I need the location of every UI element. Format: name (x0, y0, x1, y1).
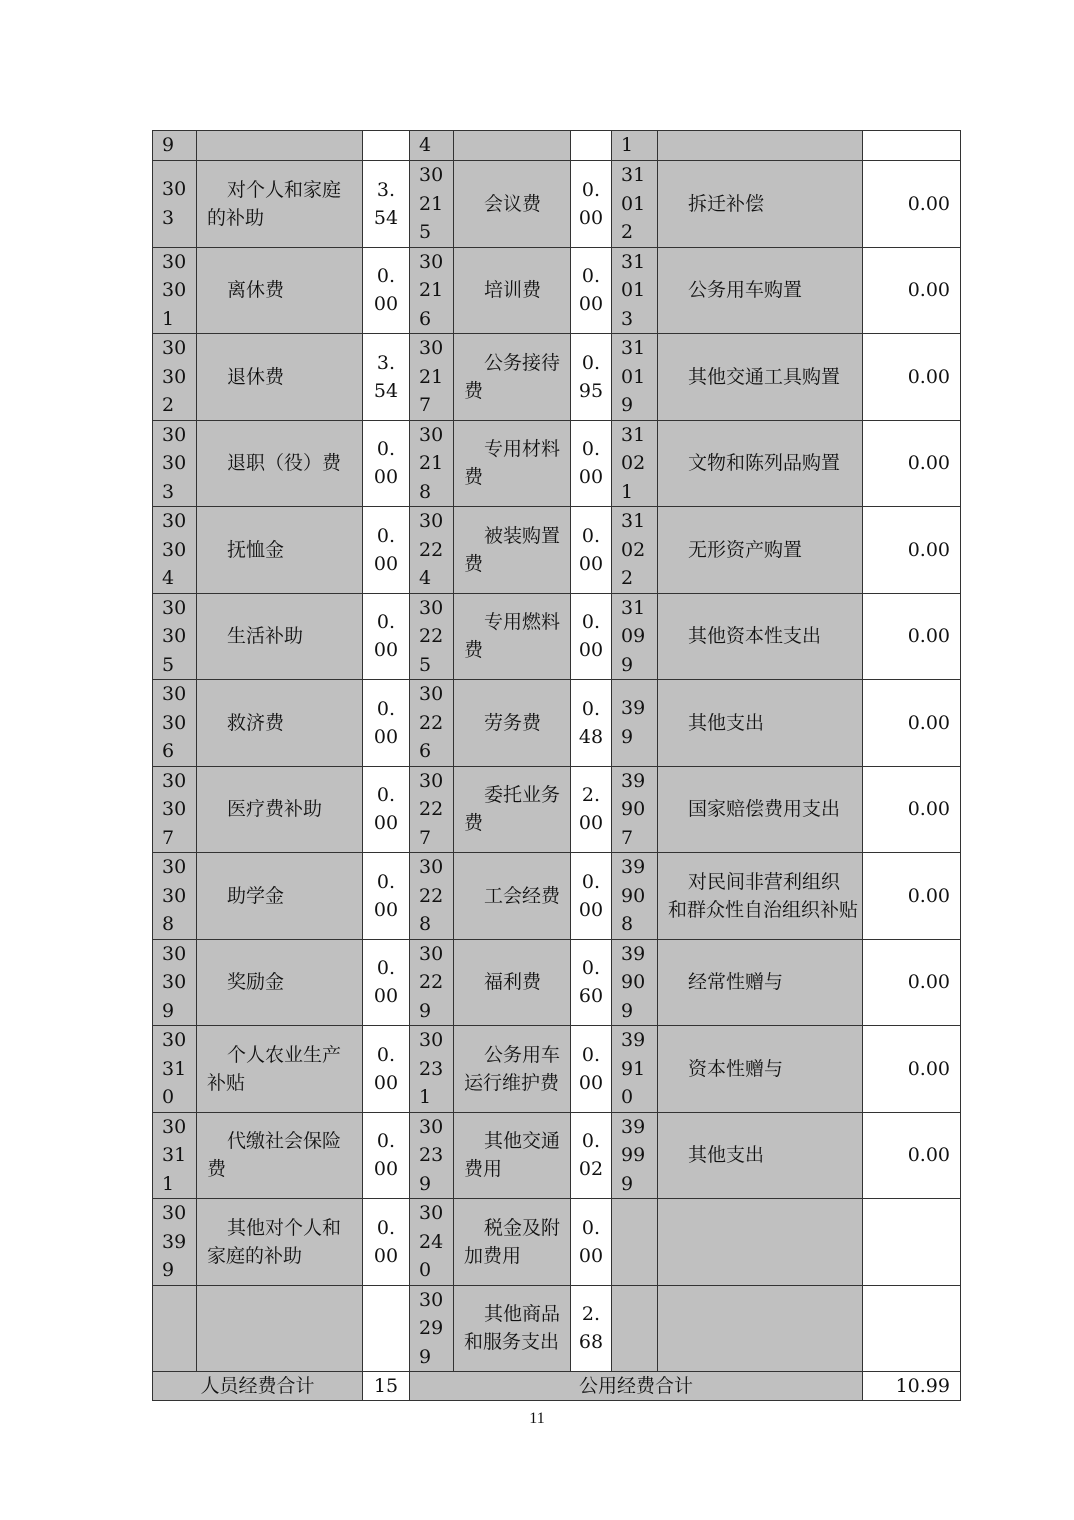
code-cell: 31 02 2 (612, 507, 658, 594)
value-cell: 0.00 (863, 334, 961, 421)
value-cell: 0. 00 (363, 420, 410, 507)
value-cell: 0. 00 (363, 1199, 410, 1286)
value-cell: 0.00 (863, 680, 961, 767)
value-cell: 0.00 (863, 420, 961, 507)
code-cell: 30 22 8 (410, 853, 454, 940)
value-cell (363, 131, 410, 161)
name-cell: 文物和陈列品购置 (658, 420, 863, 507)
name-cell: 其他交通费用 (454, 1112, 571, 1199)
table-row (153, 1112, 961, 1199)
value-cell: 0. 00 (571, 853, 612, 940)
name-cell: 委托业务费 (454, 766, 571, 853)
value-cell: 2. 68 (571, 1285, 612, 1372)
name-cell (454, 131, 571, 161)
value-cell: 0. 48 (571, 680, 612, 767)
table-row-continued (153, 131, 961, 161)
value-cell: 2. 00 (571, 766, 612, 853)
value-cell: 0.00 (863, 161, 961, 248)
name-cell: 拆迁补偿 (658, 161, 863, 248)
name-cell: 助学金 (197, 853, 363, 940)
value-cell: 0.00 (863, 507, 961, 594)
name-cell: 退休费 (197, 334, 363, 421)
name-cell: 经常性赠与 (658, 939, 863, 1026)
table-row (153, 1026, 961, 1113)
code-cell: 31 09 9 (612, 593, 658, 680)
code-cell (612, 1285, 658, 1372)
name-cell: 专用燃料费 (454, 593, 571, 680)
name-cell (658, 1285, 863, 1372)
value-cell: 0. 00 (363, 680, 410, 767)
code-cell: 30 21 8 (410, 420, 454, 507)
value-cell: 0. 00 (571, 507, 612, 594)
name-cell (197, 131, 363, 161)
code-cell: 30 3 (153, 161, 197, 248)
value-cell: 0. 00 (363, 1112, 410, 1199)
value-cell (863, 1199, 961, 1286)
code-cell: 30 30 5 (153, 593, 197, 680)
code-cell: 39 90 7 (612, 766, 658, 853)
name-cell: 劳务费 (454, 680, 571, 767)
value-cell (863, 131, 961, 161)
code-cell: 39 9 (612, 680, 658, 767)
name-cell: 国家赔偿费用支出 (658, 766, 863, 853)
code-cell: 39 91 0 (612, 1026, 658, 1113)
totals-row (153, 1372, 961, 1401)
value-cell: 0. 00 (571, 1199, 612, 1286)
code-cell: 30 30 1 (153, 247, 197, 334)
value-cell: 3. 54 (363, 161, 410, 248)
code-cell: 30 21 5 (410, 161, 454, 248)
value-cell: 0. 00 (571, 420, 612, 507)
name-cell: 退职（役）费 (197, 420, 363, 507)
value-cell: 0.00 (863, 1112, 961, 1199)
name-cell: 其他资本性支出 (658, 593, 863, 680)
table-row (153, 247, 961, 334)
code-cell: 30 23 9 (410, 1112, 454, 1199)
name-cell: 资本性赠与 (658, 1026, 863, 1113)
public-total-value: 10.99 (863, 1372, 961, 1401)
code-cell: 30 24 0 (410, 1199, 454, 1286)
name-cell: 其他支出 (658, 1112, 863, 1199)
name-cell: 其他支出 (658, 680, 863, 767)
expenditure-table (152, 130, 961, 1401)
name-cell (658, 131, 863, 161)
name-cell: 培训费 (454, 247, 571, 334)
value-cell: 0.00 (863, 853, 961, 940)
value-cell: 0. 00 (363, 1026, 410, 1113)
table-row (153, 334, 961, 421)
code-cell: 39 90 9 (612, 939, 658, 1026)
name-cell: 其他商品和服务支出 (454, 1285, 571, 1372)
code-cell: 30 22 5 (410, 593, 454, 680)
name-cell: 税金及附加费用 (454, 1199, 571, 1286)
code-cell: 30 30 9 (153, 939, 197, 1026)
value-cell: 0. 00 (571, 593, 612, 680)
code-cell (612, 1199, 658, 1286)
name-cell (658, 1199, 863, 1286)
code-cell: 30 22 7 (410, 766, 454, 853)
value-cell (571, 131, 612, 161)
code-cell: 30 39 9 (153, 1199, 197, 1286)
value-cell: 0.00 (863, 1026, 961, 1113)
code-cell: 30 23 1 (410, 1026, 454, 1113)
name-cell: 奖励金 (197, 939, 363, 1026)
value-cell: 0. 00 (571, 1026, 612, 1113)
name-cell: 代缴社会保险费 (197, 1112, 363, 1199)
name-cell: 公务接待费 (454, 334, 571, 421)
value-cell (363, 1285, 410, 1372)
name-cell: 会议费 (454, 161, 571, 248)
code-cell: 1 (612, 131, 658, 161)
value-cell: 3. 54 (363, 334, 410, 421)
table-row (153, 1199, 961, 1286)
table-row (153, 680, 961, 767)
value-cell: 0.00 (863, 247, 961, 334)
name-cell: 公务用车运行维护费 (454, 1026, 571, 1113)
table-row (153, 853, 961, 940)
value-cell: 0. 00 (571, 247, 612, 334)
code-cell: 30 31 1 (153, 1112, 197, 1199)
value-cell (863, 1285, 961, 1372)
code-cell: 30 22 4 (410, 507, 454, 594)
code-cell: 30 31 0 (153, 1026, 197, 1113)
table-row (153, 507, 961, 594)
personnel-total-label: 人员经费合计 (153, 1372, 363, 1401)
table-row (153, 939, 961, 1026)
name-cell: 其他交通工具购置 (658, 334, 863, 421)
name-cell: 被装购置费 (454, 507, 571, 594)
name-cell: 专用材料费 (454, 420, 571, 507)
code-cell: 31 01 9 (612, 334, 658, 421)
table-row (153, 766, 961, 853)
code-cell: 30 30 6 (153, 680, 197, 767)
value-cell: 0. 00 (363, 853, 410, 940)
code-cell: 30 30 3 (153, 420, 197, 507)
value-cell: 0. 00 (363, 766, 410, 853)
value-cell: 0. 00 (571, 161, 612, 248)
name-cell: 医疗费补助 (197, 766, 363, 853)
name-cell: 其他对个人和家庭的补助 (197, 1199, 363, 1286)
name-cell: 离休费 (197, 247, 363, 334)
code-cell: 31 01 3 (612, 247, 658, 334)
code-cell: 30 21 7 (410, 334, 454, 421)
code-cell: 30 21 6 (410, 247, 454, 334)
value-cell: 0. 00 (363, 247, 410, 334)
name-cell: 救济费 (197, 680, 363, 767)
name-cell: 对民间非营利组织和群众性自治组织补贴 (658, 853, 863, 940)
code-cell (153, 1285, 197, 1372)
table-row (153, 593, 961, 680)
code-cell: 31 02 1 (612, 420, 658, 507)
value-cell: 0.00 (863, 593, 961, 680)
code-cell: 30 30 2 (153, 334, 197, 421)
code-cell: 31 01 2 (612, 161, 658, 248)
code-cell: 30 30 4 (153, 507, 197, 594)
code-cell: 39 90 8 (612, 853, 658, 940)
value-cell: 0. 00 (363, 939, 410, 1026)
code-cell: 30 22 9 (410, 939, 454, 1026)
name-cell: 公务用车购置 (658, 247, 863, 334)
code-cell: 9 (153, 131, 197, 161)
page-number: 11 (529, 1410, 545, 1427)
name-cell: 生活补助 (197, 593, 363, 680)
value-cell: 0.00 (863, 939, 961, 1026)
code-cell: 30 22 6 (410, 680, 454, 767)
name-cell: 对个人和家庭的补助 (197, 161, 363, 248)
name-cell: 个人农业生产补贴 (197, 1026, 363, 1113)
name-cell (197, 1285, 363, 1372)
name-cell: 抚恤金 (197, 507, 363, 594)
personnel-total-value: 15 (363, 1372, 410, 1401)
name-cell: 无形资产购置 (658, 507, 863, 594)
code-cell: 4 (410, 131, 454, 161)
value-cell: 0. 02 (571, 1112, 612, 1199)
table-row (153, 161, 961, 248)
value-cell: 0.00 (863, 766, 961, 853)
value-cell: 0. 00 (363, 593, 410, 680)
code-cell: 30 30 7 (153, 766, 197, 853)
code-cell: 39 99 9 (612, 1112, 658, 1199)
name-cell: 福利费 (454, 939, 571, 1026)
code-cell: 30 30 8 (153, 853, 197, 940)
value-cell: 0. 95 (571, 334, 612, 421)
public-total-label: 公用经费合计 (410, 1372, 863, 1401)
table-row (153, 1285, 961, 1372)
value-cell: 0. 00 (363, 507, 410, 594)
table-row (153, 420, 961, 507)
value-cell: 0. 60 (571, 939, 612, 1026)
name-cell: 工会经费 (454, 853, 571, 940)
code-cell: 30 29 9 (410, 1285, 454, 1372)
